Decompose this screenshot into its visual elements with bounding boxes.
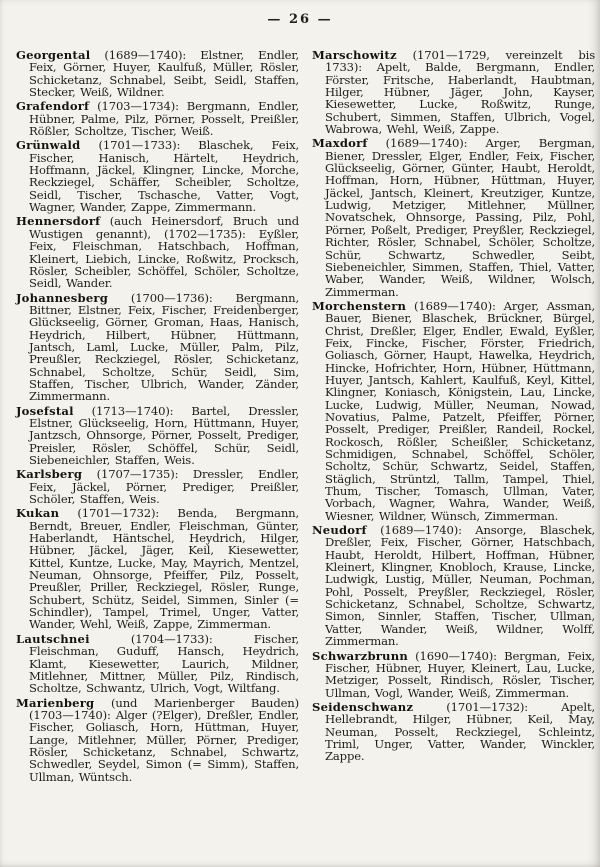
entry-headword: Kukan (16, 506, 60, 521)
column-left (16, 49, 299, 785)
entry-headword: Grafendorf (16, 99, 90, 114)
entry-headword: Marienberg (16, 695, 95, 710)
directory-entry: Karlsberg (1707—1735): Dressler, Endler, Feix, Jäckel, Pörner, Prediger, Preißler, Schöler, Staffen, Weis. (16, 467, 299, 507)
directory-entry: Seidenschwanz (1701—1732): Apelt, Hellebrandt, Hilger, Hübner, Keil, May, Neuman, Posselt, Reckziegel, Schleintz, Triml, Unger, Vatter, Wander, Winckler, Zappe. (312, 699, 595, 764)
directory-entry: Morchenstern (1689—1740): Arger, Assman, Bauer, Biener, Blaschek, Brückner, Bürgel, Christ, Dreßler, Elger, Endler, Ewald, Eyßler, Feix, Fincke, Fischer, Förster, Friedrich, Goliasch, Görner, Haupt, Hawelka, Heydrich, Hincke, Hofrichter, Horn, Hübner, Hüttmann, Huyer, Jantsch, Kahlert, Kaulfuß, Keyl, Kittel, Klingner, Koniasch, Königstein, Lau, Lincke, Lucke, Ludwig, Müller, Neuman, Nowad, Novatius, Palme, Patzelt, Pfeiffer, Pörner, Posselt, Prediger, Preißler, Randeil, Rockel, Rockosch, Rößler, Scheißler, Schicketanz, Schmidigen, Schnabel, Schöffel, Schöler, Scholtz, Schür, Schwartz, Seidel, Staffen, Stäglich, Strüntzl, Tallm, Tampel, Thiel, Thum, Tischer, Tomasch, Ullman, Vater, Vorbach, Wagner, Wahra, Wander, Weiß, Wiesner, Wildner, Wünsch, Zimmerman. (312, 298, 595, 523)
directory-entry: Marschowitz (1701—1729, vereinzelt bis 1733): Apelt, Balde, Bergmann, Endler, Förster, Fritsche, Haberlandt, Haubtman, Hilger, Hübner, Jäger, John, Kayser, Kiesewetter, Lucke, Roßwitz, Runge, Schubert, Simmen, Staffen, Ulbrich, Vogel, Wabrowa, Wehl, Weiß, Zappe. (312, 48, 595, 137)
directory-entry: Schwarzbrunn (1690—1740): Bergman, Feix, Fischer, Hübner, Huyer, Kleinert, Lau, Lucke, Metziger, Posselt, Rindisch, Rösler, Tischer, Ullman, Vogl, Wander, Weiß, Zimmerman. (312, 648, 595, 700)
directory-entry: Grafendorf (1703—1734): Bergmann, Endler, Hübner, Palme, Pilz, Pörner, Posselt, Preißler, Rößler, Scholtze, Tischer, Weiß. (16, 99, 299, 139)
entry-headword: Josefstal (16, 403, 74, 418)
directory-entry: Josefstal (1713—1740): Bartel, Dressler, Elstner, Glückseelig, Horn, Hüttmann, Huyer, Jantzsch, Ohnsorge, Pörner, Posselt, Prediger, Preisler, Rösler, Schöffel, Schür, Seidl, Siebeneichler, Staffen, Weis. (16, 403, 299, 467)
text-columns (0, 27, 600, 785)
entry-headword: Neudorf (312, 523, 367, 538)
entry-headword: Morchenstern (312, 298, 407, 313)
entry-headword: Seidenschwanz (312, 699, 414, 714)
directory-entry: Georgental (1689—1740): Elstner, Endler, Feix, Görner, Huyer, Kaulfuß, Müller, Rösler, Schicketanz, Schnabel, Seibt, Seidl, Staffen, Stecker, Weiß, Wildner. (16, 48, 299, 100)
entry-headword: Marschowitz (312, 48, 397, 62)
page-number: — 26 — (267, 12, 333, 27)
entry-headword: Karlsberg (16, 467, 83, 482)
directory-entry: Lautschnei (1704—1733): Fischer, Fleischman, Guduff, Hansch, Heydrich, Klamt, Kiesewetter, Laurich, Mildner, Mitlehner, Mittner, Müller, Pilz, Rindisch, Scholtze, Schwantz, Ulrich, Vogt, Wiltfang. (16, 631, 299, 696)
directory-entry: Hennersdorf (auch Heinersdorf, Bruch und Wustigen genannt), (1702—1735): Eyßler, Feix, Fleischman, Hatschbach, Hoffman, Kleinert, Liebich, Lincke, Roßwitz, Procksch, Rösler, Scheibler, Schöffel, Schöler, Scholtze, Seidl, Wander. (16, 214, 299, 291)
entry-headword: Georgental (16, 48, 91, 62)
directory-entry: Grünwald (1701—1733): Blaschek, Feix, Fischer, Hanisch, Härtelt, Heydrich, Hoffmann, Jäckel, Klingner, Lincke, Morche, Reckziegel, Schäffer, Scheibler, Scholtze, Seidl, Tischer, Tschasche, Vatter, Vogt, Wagner, Wander, Zappe, Zimmermann. (16, 138, 299, 215)
directory-entry: Kukan (1701—1732): Benda, Bergmann, Berndt, Breuer, Endler, Fleischman, Günter, Haberlandt, Häntschel, Heydrich, Hilger, Hübner, Jäckel, Jäger, Keil, Kiesewetter, Kittel, Kuntze, Lucke, May, Mayrich, Mentzel, Neuman, Ohnsorge, Pfeiffer, Pilz, Posselt, Preußler, Priller, Reckziegel, Rösler, Runge, Schubert, Schütz, Seidel, Simmen, Sinler (= Schindler), Tampel, Trimel, Unger, Vatter, Wander, Wehl, Weiß, Zappe, Zimmerman. (16, 506, 299, 632)
directory-entry: Johannesberg (1700—1736): Bergmann, Bittner, Elstner, Feix, Fischer, Freidenberger, Glückseelig, Görner, Groman, Haas, Hanisch, Heydrich, Hilbert, Hübner, Hüttmann, Jantsch, Laml, Lucke, Müller, Palm, Pilz, Preußler, Reckziegel, Rösler, Schicketanz, Schnabel, Scholtze, Schür, Seidl, Sim, Staffen, Tischer, Ulbrich, Wander, Zänder, Zimmermann. (16, 290, 299, 404)
directory-entry: Neudorf (1689—1740): Ansorge, Blaschek, Dreßler, Feix, Fischer, Görner, Hatschbach, Haubt, Heroldt, Hilbert, Hoffman, Hübner, Kleinert, Klingner, Knobloch, Krause, Lincke, Ludwigk, Lustig, Müller, Neuman, Pochman, Pohl, Posselt, Preyßler, Reckziegel, Rösler, Schicketanz, Schnabel, Scholtze, Schwartz, Simon, Sinnler, Staffen, Tischer, Ullman, Vatter, Wander, Weiß, Wildner, Wolff, Zimmerman. (312, 523, 595, 649)
entry-headword: Maxdorf (312, 136, 368, 151)
directory-entry: Marienberg (und Marienberger Bauden) (1703—1740): Alger (?Elger), Dreßler, Endler, Fischer, Goliasch, Horn, Hüttman, Huyer, Lange, Mitlehner, Müller, Pörner, Prediger, Rösler, Schicketanz, Schnabel, Schwartz, Schwedler, Seydel, Simon (= Simm), Staffen, Ullman, Wüntsch. (16, 695, 299, 784)
entry-headword: Schwarzbrunn (312, 648, 408, 663)
entry-headword: Johannesberg (16, 290, 109, 305)
entry-headword: Grünwald (16, 138, 81, 153)
column-right (312, 49, 595, 785)
directory-entry: Maxdorf (1689—1740): Arger, Bergman, Biener, Dressler, Elger, Endler, Feix, Fischer, Glückseelig, Görner, Günter, Haubt, Heroldt, Hoffman, Horn, Hübner, Hüttman, Huyer, Jäckel, Jantsch, Kleinert, Kreutziger, Kuntze, Ludwig, Metziger, Mitlehner, Müllner, Novatschek, Ohnsorge, Passing, Pilz, Pohl, Pörner, Poßelt, Prediger, Preyßler, Reckziegel, Richter, Rösler, Schnabel, Schöler, Scholtze, Schür, Schwartz, Schwedler, Seibt, Siebeneichler, Simmen, Staffen, Thiel, Vatter, Waber, Wander, Weiß, Wildner, Wolsch, Zimmerman. (312, 136, 595, 299)
entry-headword: Lautschnei (16, 631, 90, 646)
entry-headword: Hennersdorf (16, 214, 101, 229)
